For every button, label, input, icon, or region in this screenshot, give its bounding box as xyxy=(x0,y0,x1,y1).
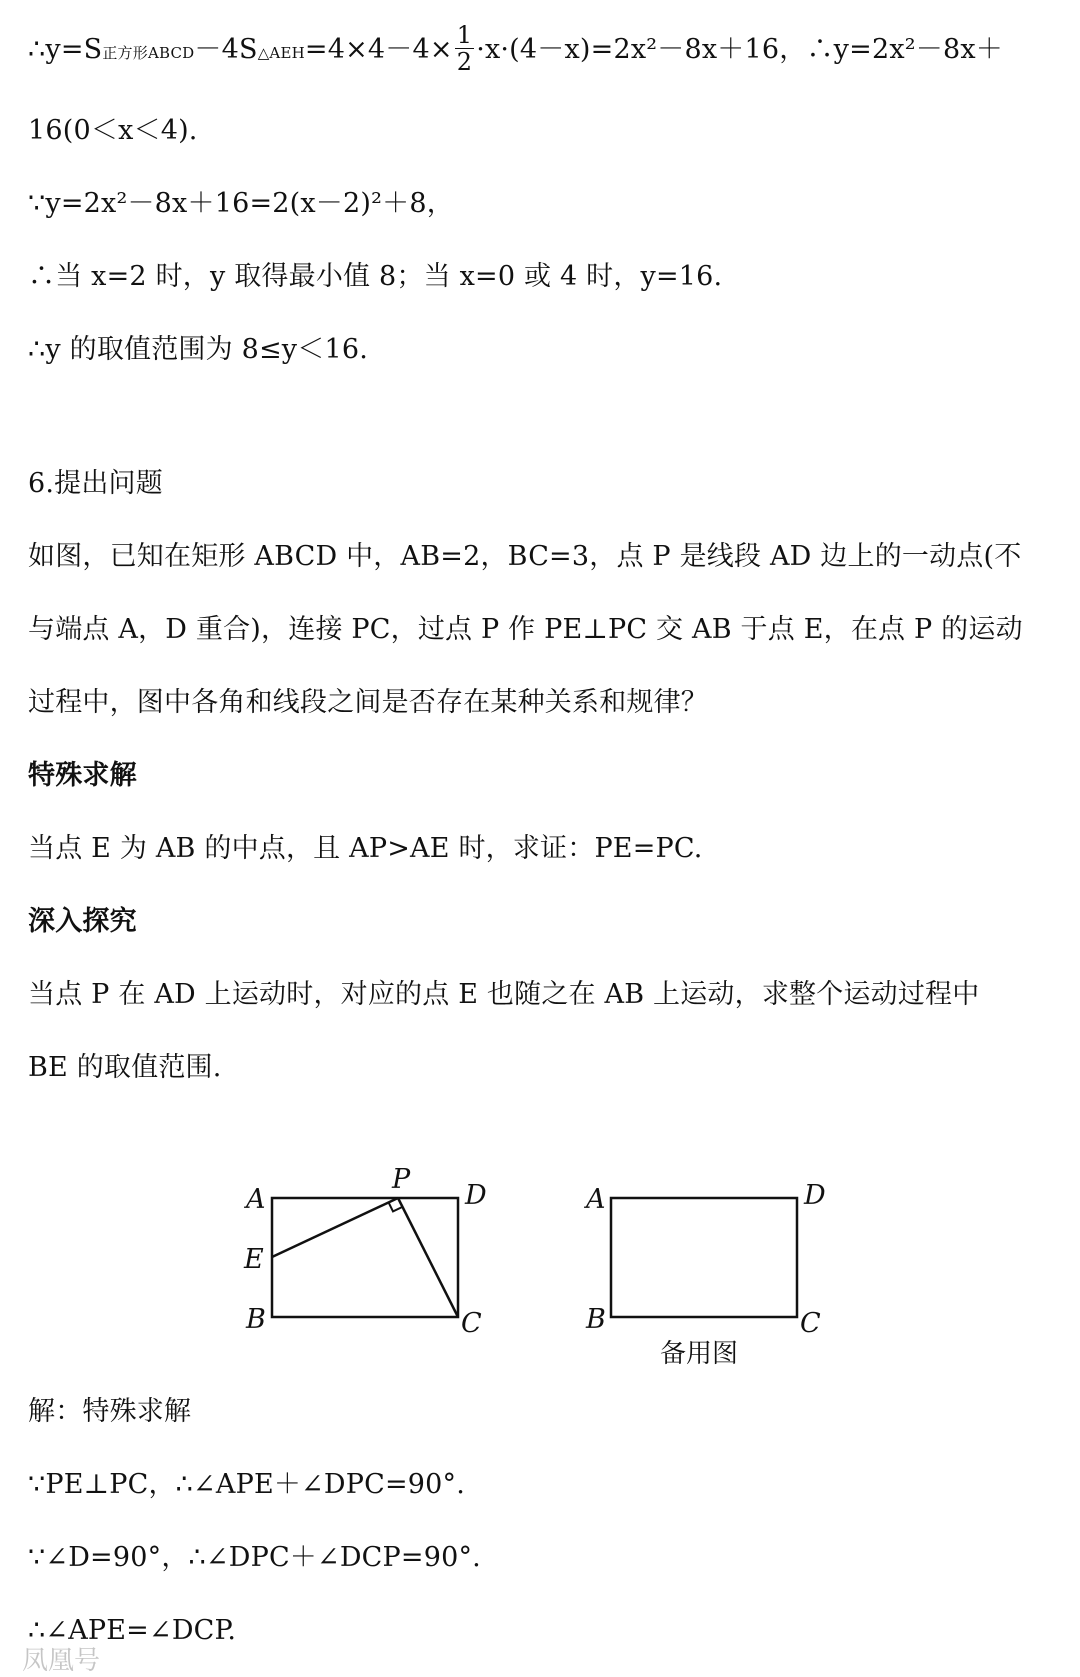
label-a: A xyxy=(246,1184,266,1215)
label-p: P xyxy=(392,1164,411,1195)
label-d-backup: D xyxy=(804,1180,826,1211)
fraction-numerator: 1 xyxy=(456,21,473,49)
segment-pe xyxy=(272,1198,398,1257)
label-a-backup: A xyxy=(586,1184,606,1215)
figure-caption: 备用图 xyxy=(660,1339,739,1369)
figure-rectangle-abcd-with-p xyxy=(272,1198,458,1317)
formula-part: ∴y=S xyxy=(28,34,103,65)
label-e: E xyxy=(244,1244,264,1275)
solution-heading: 解：特殊求解 xyxy=(28,1396,192,1427)
line-1 xyxy=(28,21,1003,77)
problem-heading: 6.提出问题 xyxy=(28,468,163,499)
problem-text-2: 与端点 A，D 重合)，连接 PC，过点 P 作 PE⊥PC 交 AB 于点 E，在点 P 的运动 xyxy=(28,614,1023,645)
formula-part: －4S xyxy=(194,34,258,65)
label-c-backup: C xyxy=(800,1308,821,1339)
rectangle-abcd-backup xyxy=(611,1198,797,1317)
label-d: D xyxy=(465,1180,487,1211)
line-3: ∵y=2x²－8x＋16=2(x－2)²＋8， xyxy=(28,188,454,219)
watermark-logo: 凤凰号 xyxy=(22,1646,101,1676)
rectangle-abcd xyxy=(272,1198,458,1317)
segment-pc xyxy=(398,1198,458,1317)
line-4: ∴当 x=2 时，y 取得最小值 8；当 x=0 或 4 时，y=16. xyxy=(28,261,723,292)
label-c: C xyxy=(461,1308,482,1339)
formula-part: ·x·(4－x)=2x²－8x＋16，∴y=2x²－8x＋ xyxy=(476,34,1003,65)
line-2: 16(0＜x＜4). xyxy=(28,115,198,146)
label-b-backup: B xyxy=(586,1304,606,1335)
formula-part: =4×4－4× xyxy=(304,34,453,65)
figure-backup-rectangle xyxy=(611,1198,797,1317)
line-5: ∴y 的取值范围为 8≤y＜16. xyxy=(28,334,368,365)
problem-text-3: 过程中，图中各角和线段之间是否存在某种关系和规律？ xyxy=(28,687,708,718)
deep-explore-text-2: BE 的取值范围. xyxy=(28,1052,222,1083)
solution-line-3: ∴∠APE=∠DCP. xyxy=(28,1615,237,1646)
solution-line-1: ∵PE⊥PC，∴∠APE＋∠DPC=90°. xyxy=(28,1469,466,1500)
special-solve-heading: 特殊求解 xyxy=(28,760,137,791)
subscript-triangle: △AEH xyxy=(257,44,305,62)
subscript-square: 正方形ABCD xyxy=(102,44,195,62)
fraction-half xyxy=(455,22,474,75)
fraction-denominator: 2 xyxy=(456,48,473,76)
solution-line-2: ∵∠D=90°，∴∠DPC＋∠DCP=90°. xyxy=(28,1542,481,1573)
label-b: B xyxy=(246,1304,266,1335)
deep-explore-text-1: 当点 P 在 AD 上运动时，对应的点 E 也随之在 AB 上运动，求整个运动过程中 xyxy=(28,979,980,1010)
deep-explore-heading: 深入探究 xyxy=(28,906,137,937)
special-solve-text: 当点 E 为 AB 的中点，且 AP>AE 时，求证：PE=PC. xyxy=(28,833,703,864)
problem-text-1: 如图，已知在矩形 ABCD 中，AB=2，BC=3，点 P 是线段 AD 边上的一动点(不 xyxy=(28,541,1022,572)
geometry-figures xyxy=(0,1160,1080,1380)
